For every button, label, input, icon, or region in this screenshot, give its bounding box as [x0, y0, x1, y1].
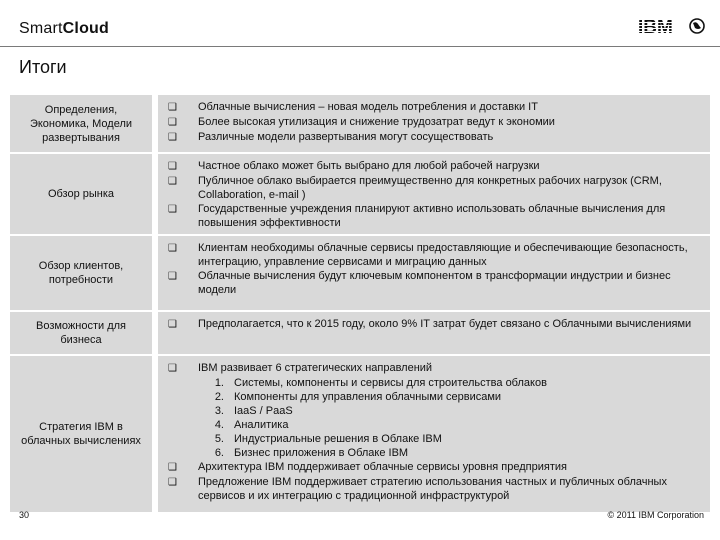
header-divider: [0, 46, 720, 47]
row-content: [152, 154, 710, 234]
numbered-subitem: 2. Компоненты для управления облачными сервисами: [214, 391, 502, 403]
page-number: 30: [19, 510, 30, 520]
numbered-subitem: 3. IaaS / PaaS: [214, 405, 293, 417]
hollow-square-bullet-icon: ❑: [168, 204, 177, 215]
numbered-subitem: 4. Аналитика: [214, 419, 289, 431]
hollow-square-bullet-icon: ❑: [168, 319, 177, 330]
list-item: ❑ IBM развивает 6 стратегических направлений: [168, 362, 433, 374]
copyright: © 2011 IBM Corporation: [607, 510, 704, 520]
summary-table: [10, 95, 710, 514]
hollow-square-bullet-icon: ❑: [168, 117, 177, 128]
list-item: ❑ Предложение IBM поддерживает стратегию использования частных и публичных облачных сервисов и их интеграцию с традиционной инфраструктурой: [168, 476, 667, 502]
table-row: [10, 154, 710, 236]
row-content: [152, 312, 710, 354]
row-content: [152, 236, 710, 310]
row-label: Возможности для бизнеса: [10, 312, 152, 354]
row-label: Обзор рынка: [10, 154, 152, 234]
table-row: [10, 356, 710, 514]
row-label: Определения, Экономика, Модели развертывания: [10, 95, 152, 152]
hollow-square-bullet-icon: ❑: [168, 477, 177, 488]
globe-icon: [688, 17, 706, 35]
brand-light: Smart: [19, 20, 63, 37]
row-content: [152, 356, 710, 512]
page-title: Итоги: [19, 57, 67, 77]
hollow-square-bullet-icon: ❑: [168, 132, 177, 143]
hollow-square-bullet-icon: ❑: [168, 462, 177, 473]
brand-logo: [19, 20, 109, 38]
hollow-square-bullet-icon: ❑: [168, 161, 177, 172]
ibm-striped-logo-icon: [638, 17, 684, 35]
row-content: [152, 95, 710, 152]
row-label: Обзор клиентов, потребности: [10, 236, 152, 310]
list-item: ❑ Публичное облако выбирается преимущественно для конкретных рабочих нагрузок (CRM, Collaboration, e-mail ): [168, 175, 662, 201]
hollow-square-bullet-icon: ❑: [168, 363, 177, 374]
numbered-subitem: 1. Системы, компоненты и сервисы для строительства облаков: [214, 377, 547, 389]
list-item: ❑ Более высокая утилизация и снижение трудозатрат ведут к экономии: [168, 116, 555, 128]
numbered-subitem: 5. Индустриальные решения в Облаке IBM: [214, 433, 442, 445]
list-item: ❑ Предполагается, что к 2015 году, около 9% IT затрат будет связано с Облачными вычислениями: [168, 318, 692, 330]
table-row: [10, 312, 710, 356]
table-row: [10, 236, 710, 312]
list-item: ❑ Различные модели развертывания могут сосуществовать: [168, 131, 494, 143]
list-item: ❑ Облачные вычисления будут ключевым компонентом в трансформации индустрии и бизнес модели: [168, 270, 671, 296]
list-item: ❑ Облачные вычисления – новая модель потребления и доставки IT: [168, 101, 538, 113]
numbered-subitem: 6. Бизнес приложения в Облаке IBM: [214, 447, 409, 459]
list-item: ❑ Клиентам необходимы облачные сервисы предоставляющие и обеспечивающие безопасность, интеграцию, управление сервисами и миграцию данных: [168, 242, 688, 268]
list-item: ❑ Частное облако может быть выбрано для любой рабочей нагрузки: [168, 160, 540, 172]
hollow-square-bullet-icon: ❑: [168, 176, 177, 187]
list-item: ❑ Государственные учреждения планируют активно использовать облачные вычисления для повышения эффективности: [168, 203, 666, 229]
ibm-logo: [638, 17, 706, 35]
row-label: Стратегия IBM в облачных вычислениях: [10, 356, 152, 512]
hollow-square-bullet-icon: ❑: [168, 271, 177, 282]
brand-bold: Cloud: [62, 20, 109, 37]
hollow-square-bullet-icon: ❑: [168, 243, 177, 254]
list-item: ❑ Архитектура IBM поддерживает облачные сервисы уровня предприятия: [168, 461, 567, 473]
hollow-square-bullet-icon: ❑: [168, 102, 177, 113]
table-row: [10, 95, 710, 154]
